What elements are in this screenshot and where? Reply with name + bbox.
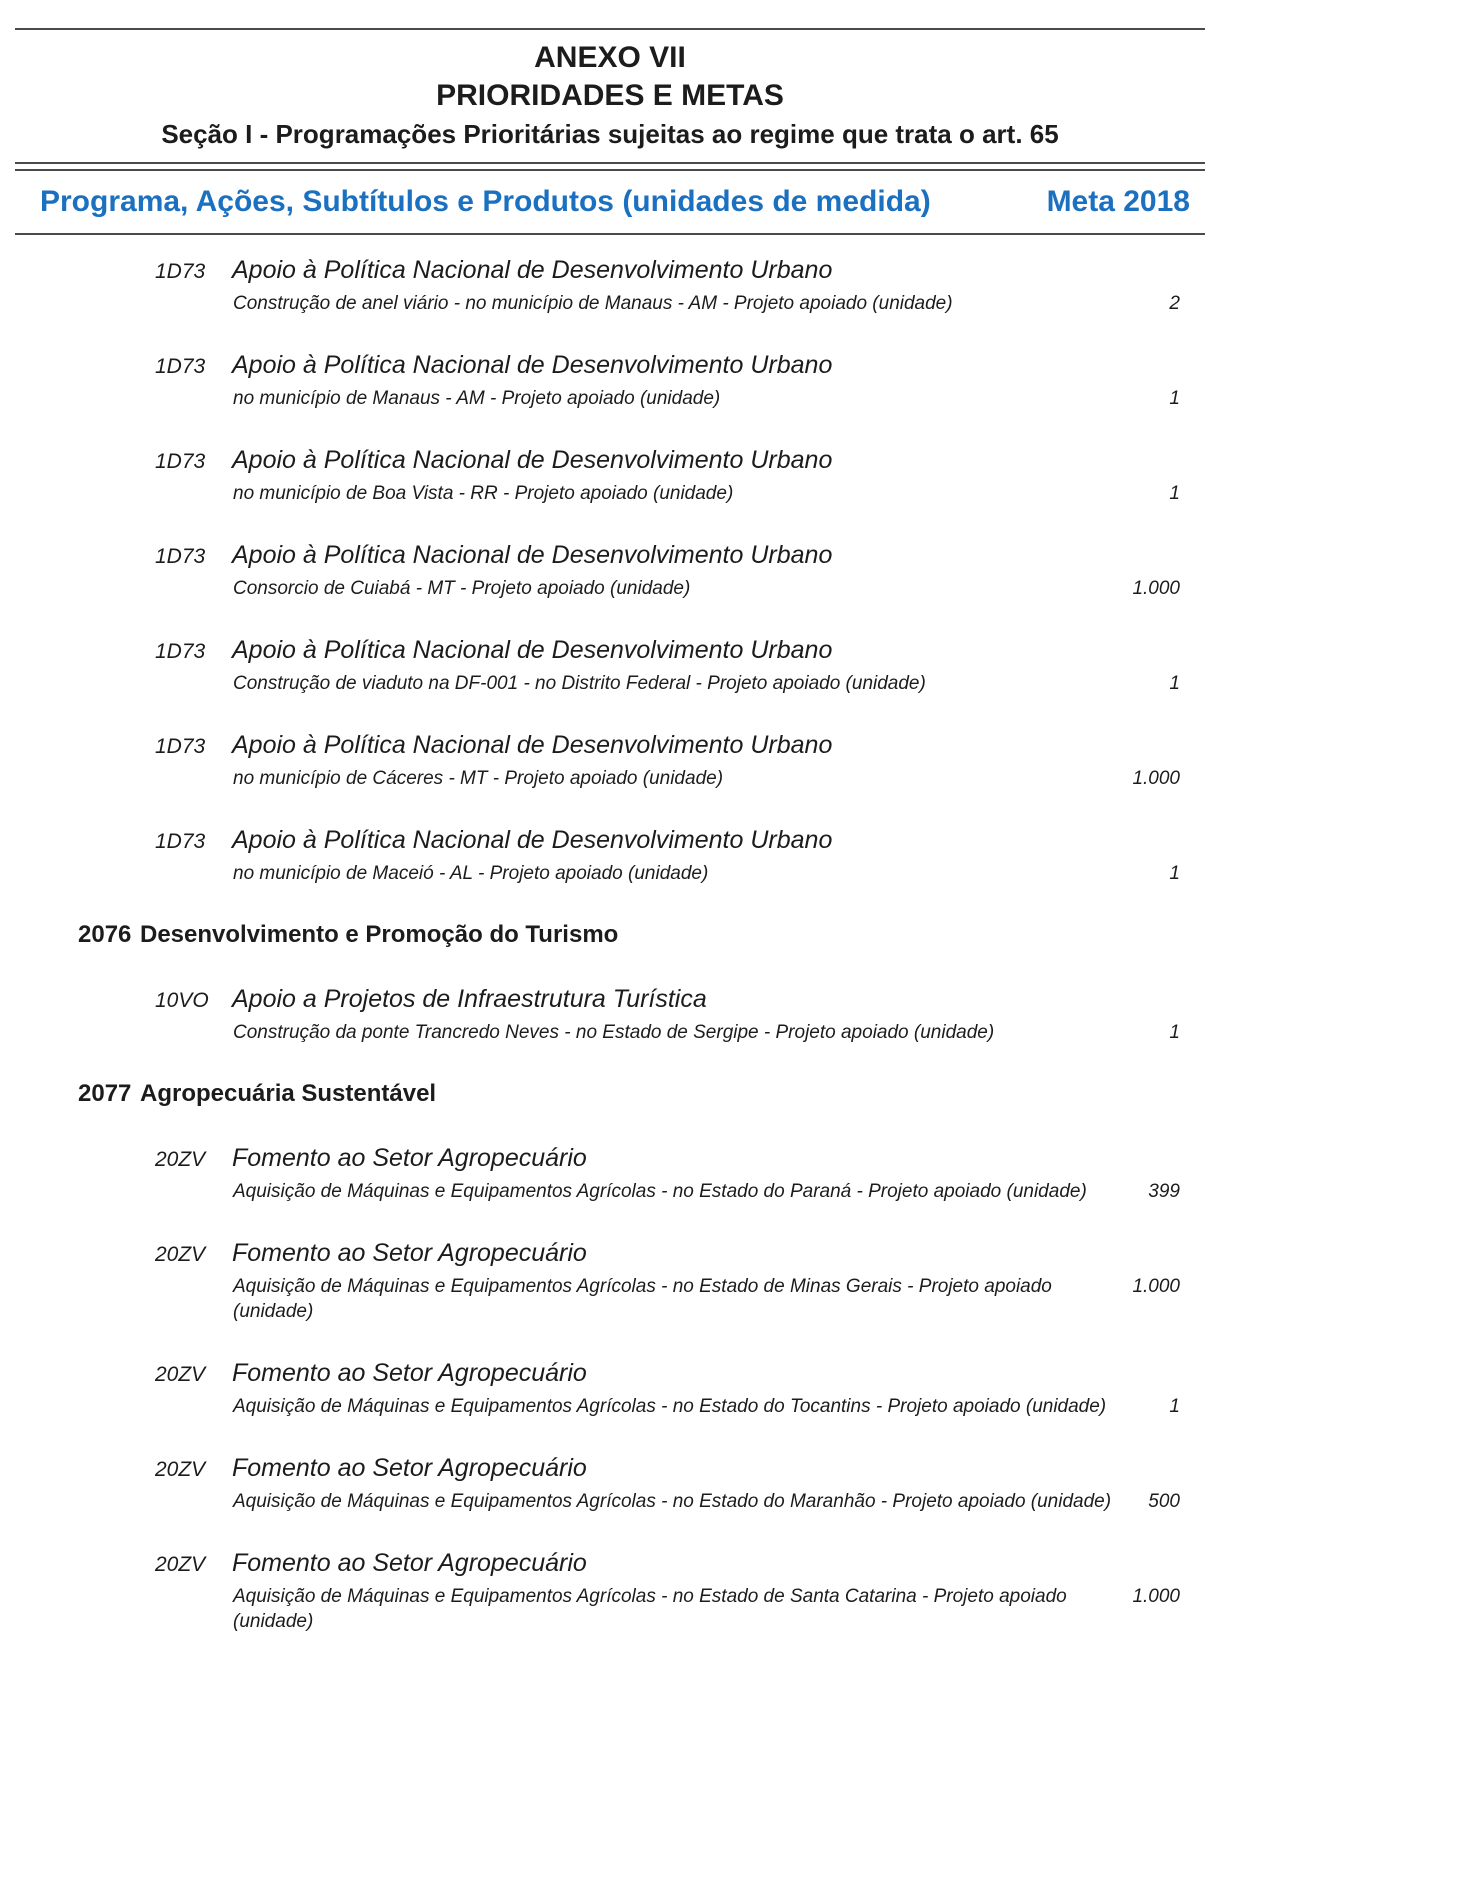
action-code: 1D73 xyxy=(155,355,206,378)
program-code: 2077 xyxy=(78,1080,132,1107)
action-title: Apoio à Política Nacional de Desenvolvimento Urbano xyxy=(232,256,833,284)
action-subtitle-line xyxy=(15,1584,1205,1634)
action-row xyxy=(15,445,1205,506)
action-title-line xyxy=(15,445,1205,477)
doc-title-line2: PRIORIDADES E METAS xyxy=(436,79,784,112)
action-subtitle-line xyxy=(15,481,1205,506)
meta-value: 1.000 xyxy=(1132,768,1180,789)
action-subtitle: no município de Manaus - AM - Projeto apoiado (unidade) xyxy=(233,388,721,409)
action-title-line xyxy=(15,1548,1205,1580)
action-subtitle: Aquisição de Máquinas e Equipamentos Agrícolas - no Estado de Santa Catarina - Projeto apoiado (unidade) xyxy=(233,1586,1067,1632)
action-title: Apoio à Política Nacional de Desenvolvimento Urbano xyxy=(232,826,833,854)
action-code: 1D73 xyxy=(155,260,206,283)
action-title-line xyxy=(15,1143,1205,1175)
program-row xyxy=(15,920,1205,950)
action-subtitle-line xyxy=(15,861,1205,886)
action-subtitle: Aquisição de Máquinas e Equipamentos Agrícolas - no Estado de Minas Gerais - Projeto apoiado (unidade) xyxy=(233,1276,1052,1322)
doc-title-line1: ANEXO VII xyxy=(534,41,686,74)
action-subtitle-line xyxy=(15,1274,1205,1324)
action-title-line xyxy=(15,1238,1205,1270)
action-row xyxy=(15,350,1205,411)
action-row xyxy=(15,730,1205,791)
action-row xyxy=(15,1453,1205,1514)
action-subtitle-line xyxy=(15,1020,1205,1045)
double-rule xyxy=(15,162,1205,171)
action-code: 20ZV xyxy=(155,1553,206,1576)
action-title-line xyxy=(15,984,1205,1016)
action-subtitle: Aquisição de Máquinas e Equipamentos Agrícolas - no Estado do Maranhão - Projeto apoiado (unidade) xyxy=(233,1491,1112,1512)
action-title-line xyxy=(15,540,1205,572)
action-code: 1D73 xyxy=(155,545,206,568)
action-title: Apoio à Política Nacional de Desenvolvimento Urbano xyxy=(232,636,833,664)
action-row xyxy=(15,540,1205,601)
action-subtitle: Consorcio de Cuiabá - MT - Projeto apoiado (unidade) xyxy=(233,578,691,599)
doc-subtitle: Seção I - Programações Prioritárias sujeitas ao regime que trata o art. 65 xyxy=(161,119,1059,149)
meta-value: 399 xyxy=(1148,1181,1180,1202)
action-title-line xyxy=(15,730,1205,762)
top-rule xyxy=(15,28,1205,30)
program-row xyxy=(15,1079,1205,1109)
meta-value: 1 xyxy=(1169,483,1180,504)
action-title: Fomento ao Setor Agropecuário xyxy=(232,1454,587,1482)
column-header-meta: Meta 2018 xyxy=(1046,185,1190,218)
action-row xyxy=(15,1143,1205,1204)
action-subtitle: no município de Boa Vista - RR - Projeto apoiado (unidade) xyxy=(233,483,734,504)
action-row xyxy=(15,255,1205,316)
action-code: 1D73 xyxy=(155,830,206,853)
action-code: 20ZV xyxy=(155,1363,206,1386)
meta-value: 1 xyxy=(1169,673,1180,694)
action-subtitle-line xyxy=(15,1489,1205,1514)
column-header-programs: Programa, Ações, Subtítulos e Produtos (unidades de medida) xyxy=(40,185,931,218)
action-title-line xyxy=(15,1453,1205,1485)
meta-value: 1 xyxy=(1169,1022,1180,1043)
action-subtitle: no município de Maceió - AL - Projeto apoiado (unidade) xyxy=(233,863,709,884)
action-subtitle: Aquisição de Máquinas e Equipamentos Agrícolas - no Estado do Tocantins - Projeto apoiado (unidade) xyxy=(233,1396,1107,1417)
document-content xyxy=(15,0,1205,1634)
action-code: 1D73 xyxy=(155,735,206,758)
meta-value: 2 xyxy=(1169,293,1180,314)
action-row xyxy=(15,635,1205,696)
action-row xyxy=(15,1358,1205,1419)
meta-value: 1.000 xyxy=(1132,1276,1180,1297)
program-title: Desenvolvimento e Promoção do Turismo xyxy=(140,921,619,948)
action-code: 1D73 xyxy=(155,450,206,473)
action-row xyxy=(15,1548,1205,1634)
action-title: Fomento ao Setor Agropecuário xyxy=(232,1549,587,1577)
action-row xyxy=(15,984,1205,1045)
program-code: 2076 xyxy=(78,921,132,948)
document-header xyxy=(15,40,1205,150)
meta-value: 1.000 xyxy=(1132,578,1180,599)
rows xyxy=(15,235,1205,1634)
action-title-line xyxy=(15,825,1205,857)
meta-value: 1 xyxy=(1169,388,1180,409)
action-subtitle: Construção de anel viário - no município de Manaus - AM - Projeto apoiado (unidade) xyxy=(233,293,953,314)
action-code: 10VO xyxy=(155,989,209,1012)
action-subtitle: Construção de viaduto na DF-001 - no Distrito Federal - Projeto apoiado (unidade) xyxy=(233,673,926,694)
action-title-line xyxy=(15,635,1205,667)
action-subtitle-line xyxy=(15,1394,1205,1419)
action-code: 1D73 xyxy=(155,640,206,663)
meta-value: 500 xyxy=(1148,1491,1180,1512)
action-subtitle-line xyxy=(15,386,1205,411)
action-title: Apoio a Projetos de Infraestrutura Turística xyxy=(232,985,707,1013)
meta-value: 1 xyxy=(1169,863,1180,884)
action-code: 20ZV xyxy=(155,1148,206,1171)
program-title: Agropecuária Sustentável xyxy=(140,1080,437,1107)
action-title: Apoio à Política Nacional de Desenvolvimento Urbano xyxy=(232,446,833,474)
action-subtitle-line xyxy=(15,576,1205,601)
action-title-line xyxy=(15,255,1205,287)
action-title-line xyxy=(15,350,1205,382)
action-row xyxy=(15,1238,1205,1324)
action-code: 20ZV xyxy=(155,1458,206,1481)
action-subtitle: Construção da ponte Trancredo Neves - no Estado de Sergipe - Projeto apoiado (unidade) xyxy=(233,1022,995,1043)
action-title: Fomento ao Setor Agropecuário xyxy=(232,1144,587,1172)
action-row xyxy=(15,825,1205,886)
action-title: Apoio à Política Nacional de Desenvolvimento Urbano xyxy=(232,351,833,379)
action-code: 20ZV xyxy=(155,1243,206,1266)
action-subtitle: no município de Cáceres - MT - Projeto apoiado (unidade) xyxy=(233,768,724,789)
action-title: Fomento ao Setor Agropecuário xyxy=(232,1359,587,1387)
action-title: Apoio à Política Nacional de Desenvolvimento Urbano xyxy=(232,541,833,569)
action-subtitle-line xyxy=(15,766,1205,791)
action-subtitle-line xyxy=(15,671,1205,696)
action-title: Apoio à Política Nacional de Desenvolvimento Urbano xyxy=(232,731,833,759)
table-header xyxy=(15,185,1205,219)
action-subtitle: Aquisição de Máquinas e Equipamentos Agrícolas - no Estado do Paraná - Projeto apoiado (unidade) xyxy=(233,1181,1087,1202)
meta-value: 1.000 xyxy=(1132,1586,1180,1607)
meta-value: 1 xyxy=(1169,1396,1180,1417)
action-title: Fomento ao Setor Agropecuário xyxy=(232,1239,587,1267)
action-subtitle-line xyxy=(15,1179,1205,1204)
action-subtitle-line xyxy=(15,291,1205,316)
action-title-line xyxy=(15,1358,1205,1390)
